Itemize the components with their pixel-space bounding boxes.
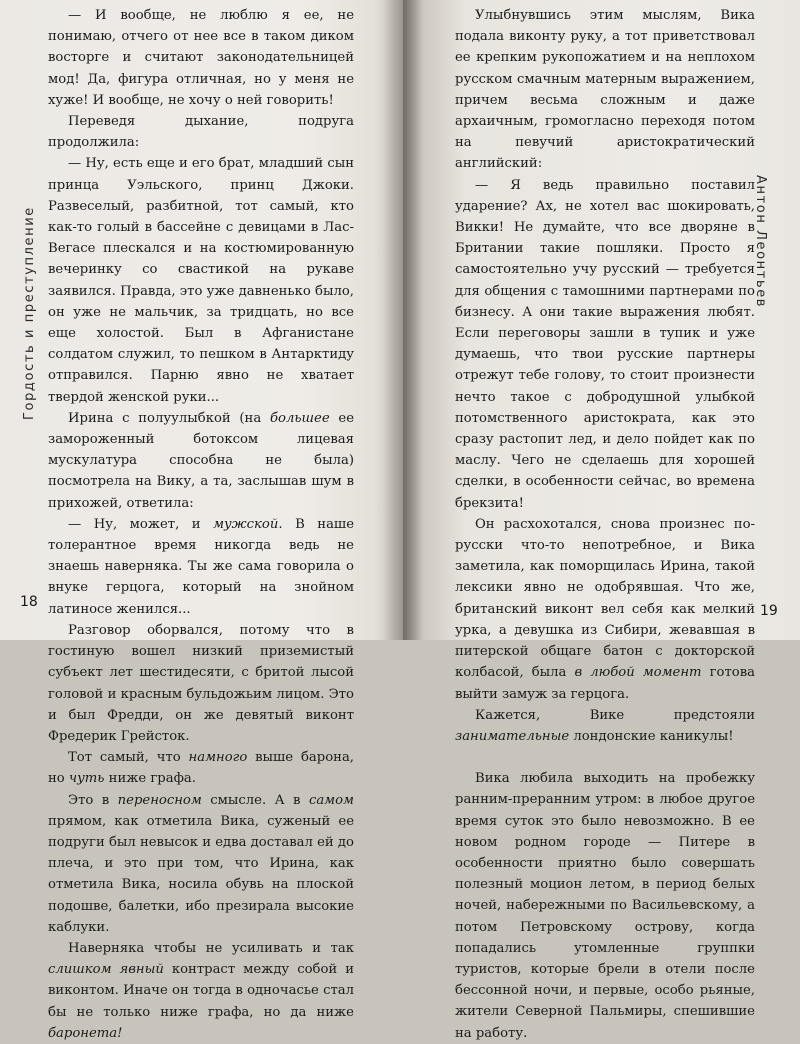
italic-emphasis: чуть — [68, 771, 105, 787]
paragraph: Ирина с полуулыбкой (на большее ее замороженный ботоксом лицевая мускулатура способна не была) посмотрела на Вику, а та, заслышав шум в прихожей, ответила: — [48, 410, 354, 511]
italic-emphasis: в любой момент — [574, 665, 702, 681]
paragraph: — И вообще, не люблю я ее, не понимаю, отчего от нее все в таком диком восторге и считают законодательницей мод! Да, фигура отличная, но у меня не хуже! И вообще, не хочу о ней говорить! — [48, 8, 354, 108]
paragraph: — Ну, есть еще и его брат, младший сын принца Уэльского, принц Джоки. Развеселый, разбитной, тот самый, кто как-то голый в бассейне с девицами в Лас-Вегасе плескался и на костюмированную вечеринку со свастикой на рукаве заявился. Правда, это уже давненько было, он уже не мальчик, за тридцать, но все еще холостой. Был в Афганистане солдатом служил, то пешком в Антарктиду отправился. Парню явно не хватает твердой женской руки... — [48, 156, 355, 405]
paragraph: Кажется, Вике предстояли занимательные лондонские каникулы! — [455, 707, 755, 744]
right-page — [403, 0, 800, 1041]
running-head-book-title: Гордость и преступление — [22, 206, 37, 420]
italic-emphasis: большее — [269, 410, 330, 426]
paragraph: Наверняка чтобы не усиливать и так слишком явный контраст между собой и виконтом. Иначе он тогда в одночасье стал бы не только ниже графа, но да ниже баронета! — [48, 940, 354, 1041]
paragraph: Тот самый, что намного выше барона, но чуть ниже графа. — [48, 750, 354, 787]
italic-emphasis: занимательные — [455, 728, 570, 744]
right-page-body-text — [455, 5, 755, 1044]
paragraph: Вика любила выходить на пробежку ранним-преранним утром: в любое другое время суток это было невозможно. В ее новом родном городе — Питере в особенности приятно было совершать полезный моцион летом, в период белых ночей, набережными по Васильевскому, а потом Петровскому острову, когда попадались утомленные группки туристов, которые брели в отели после бессонной ночи, и первые, особо рьяные, жители Северной Пальмиры, спешившие на работу. — [455, 771, 755, 1041]
paragraph: — Я ведь правильно поставил ударение? Ах, не хотел вас шокировать, Викки! Не думайте, что все дворяне в Британии такие пошляки. Просто я самостоятельно учу русский — требуется для общения с тамошними партнерами по бизнесу. А они такие выражения любят. Если переговоры зашли в тупик и уже думаешь, что твои русские партнеры отрежут тебе голову, то стоит произнести нечто такое с добродушной улыбкой потомственного аристократа, как это сразу растопит лед, и дело пойдет как по маслу. Чего не сделаешь для хорошей сделки, в особенности сейчас, во времена брекзита! — [455, 177, 755, 511]
paragraph: Он расхохотался, снова произнес по-русски что-то непотребное, и Вика заметила, как поморщилась Ирина, такой лексики явно не одобрявшая. Что же, британский виконт вел себя как мелкий урка, а девушка из Сибири, жевавшая в питерской общаге батон с докторской колбасой, была в любой момент готова выйти замуж за герцога. — [455, 516, 755, 702]
paragraph: Это в переносном смысле. А в самом прямом, как отметила Вика, суженый ее подруги был невысок и едва доставал ей до плеча, и это при том, что Ирина, как отметила Вика, носила обувь на плоской подошве, балетки, ибо презирала высокие каблуки. — [48, 792, 354, 935]
paragraph: Разговор оборвался, потому что в гостиную вошел низкий приземистый субъект лет шестидесяти, с бритой лысой головой и красным бульдожьим лицом. Это и был Фредди, он же девятый виконт Фредерик Грейсток. — [48, 622, 354, 744]
paragraph: — Ну, может, и мужской. В наше толерантное время никогда ведь не знаешь наверняка. Ты же сама говорила о внуке герцога, который на знойном латиносе женился... — [48, 516, 354, 617]
italic-emphasis: переносном — [117, 792, 202, 808]
running-head-author: Антон Леонтьев — [753, 175, 768, 309]
italic-emphasis: слишком явный — [48, 962, 164, 978]
italic-emphasis: самом — [308, 792, 354, 808]
italic-emphasis: намного — [188, 750, 248, 766]
italic-emphasis: баронета! — [48, 1025, 123, 1041]
page-number-left: 18 — [20, 594, 38, 610]
paragraph: Переведя дыхание, подруга продолжила: — [48, 114, 354, 151]
italic-emphasis: мужской — [213, 516, 279, 532]
left-page-body-text — [48, 5, 354, 1044]
paragraph: Улыбнувшись этим мыслям, Вика подала виконту руку, а тот приветствовал ее крепким рукопожатием и на неплохом русском смачным матерным выражением, причем весьма сложным и даже архаичным, громогласно переходя потом на певучий аристократический английский: — [455, 8, 755, 172]
page-number-right: 19 — [760, 603, 778, 619]
